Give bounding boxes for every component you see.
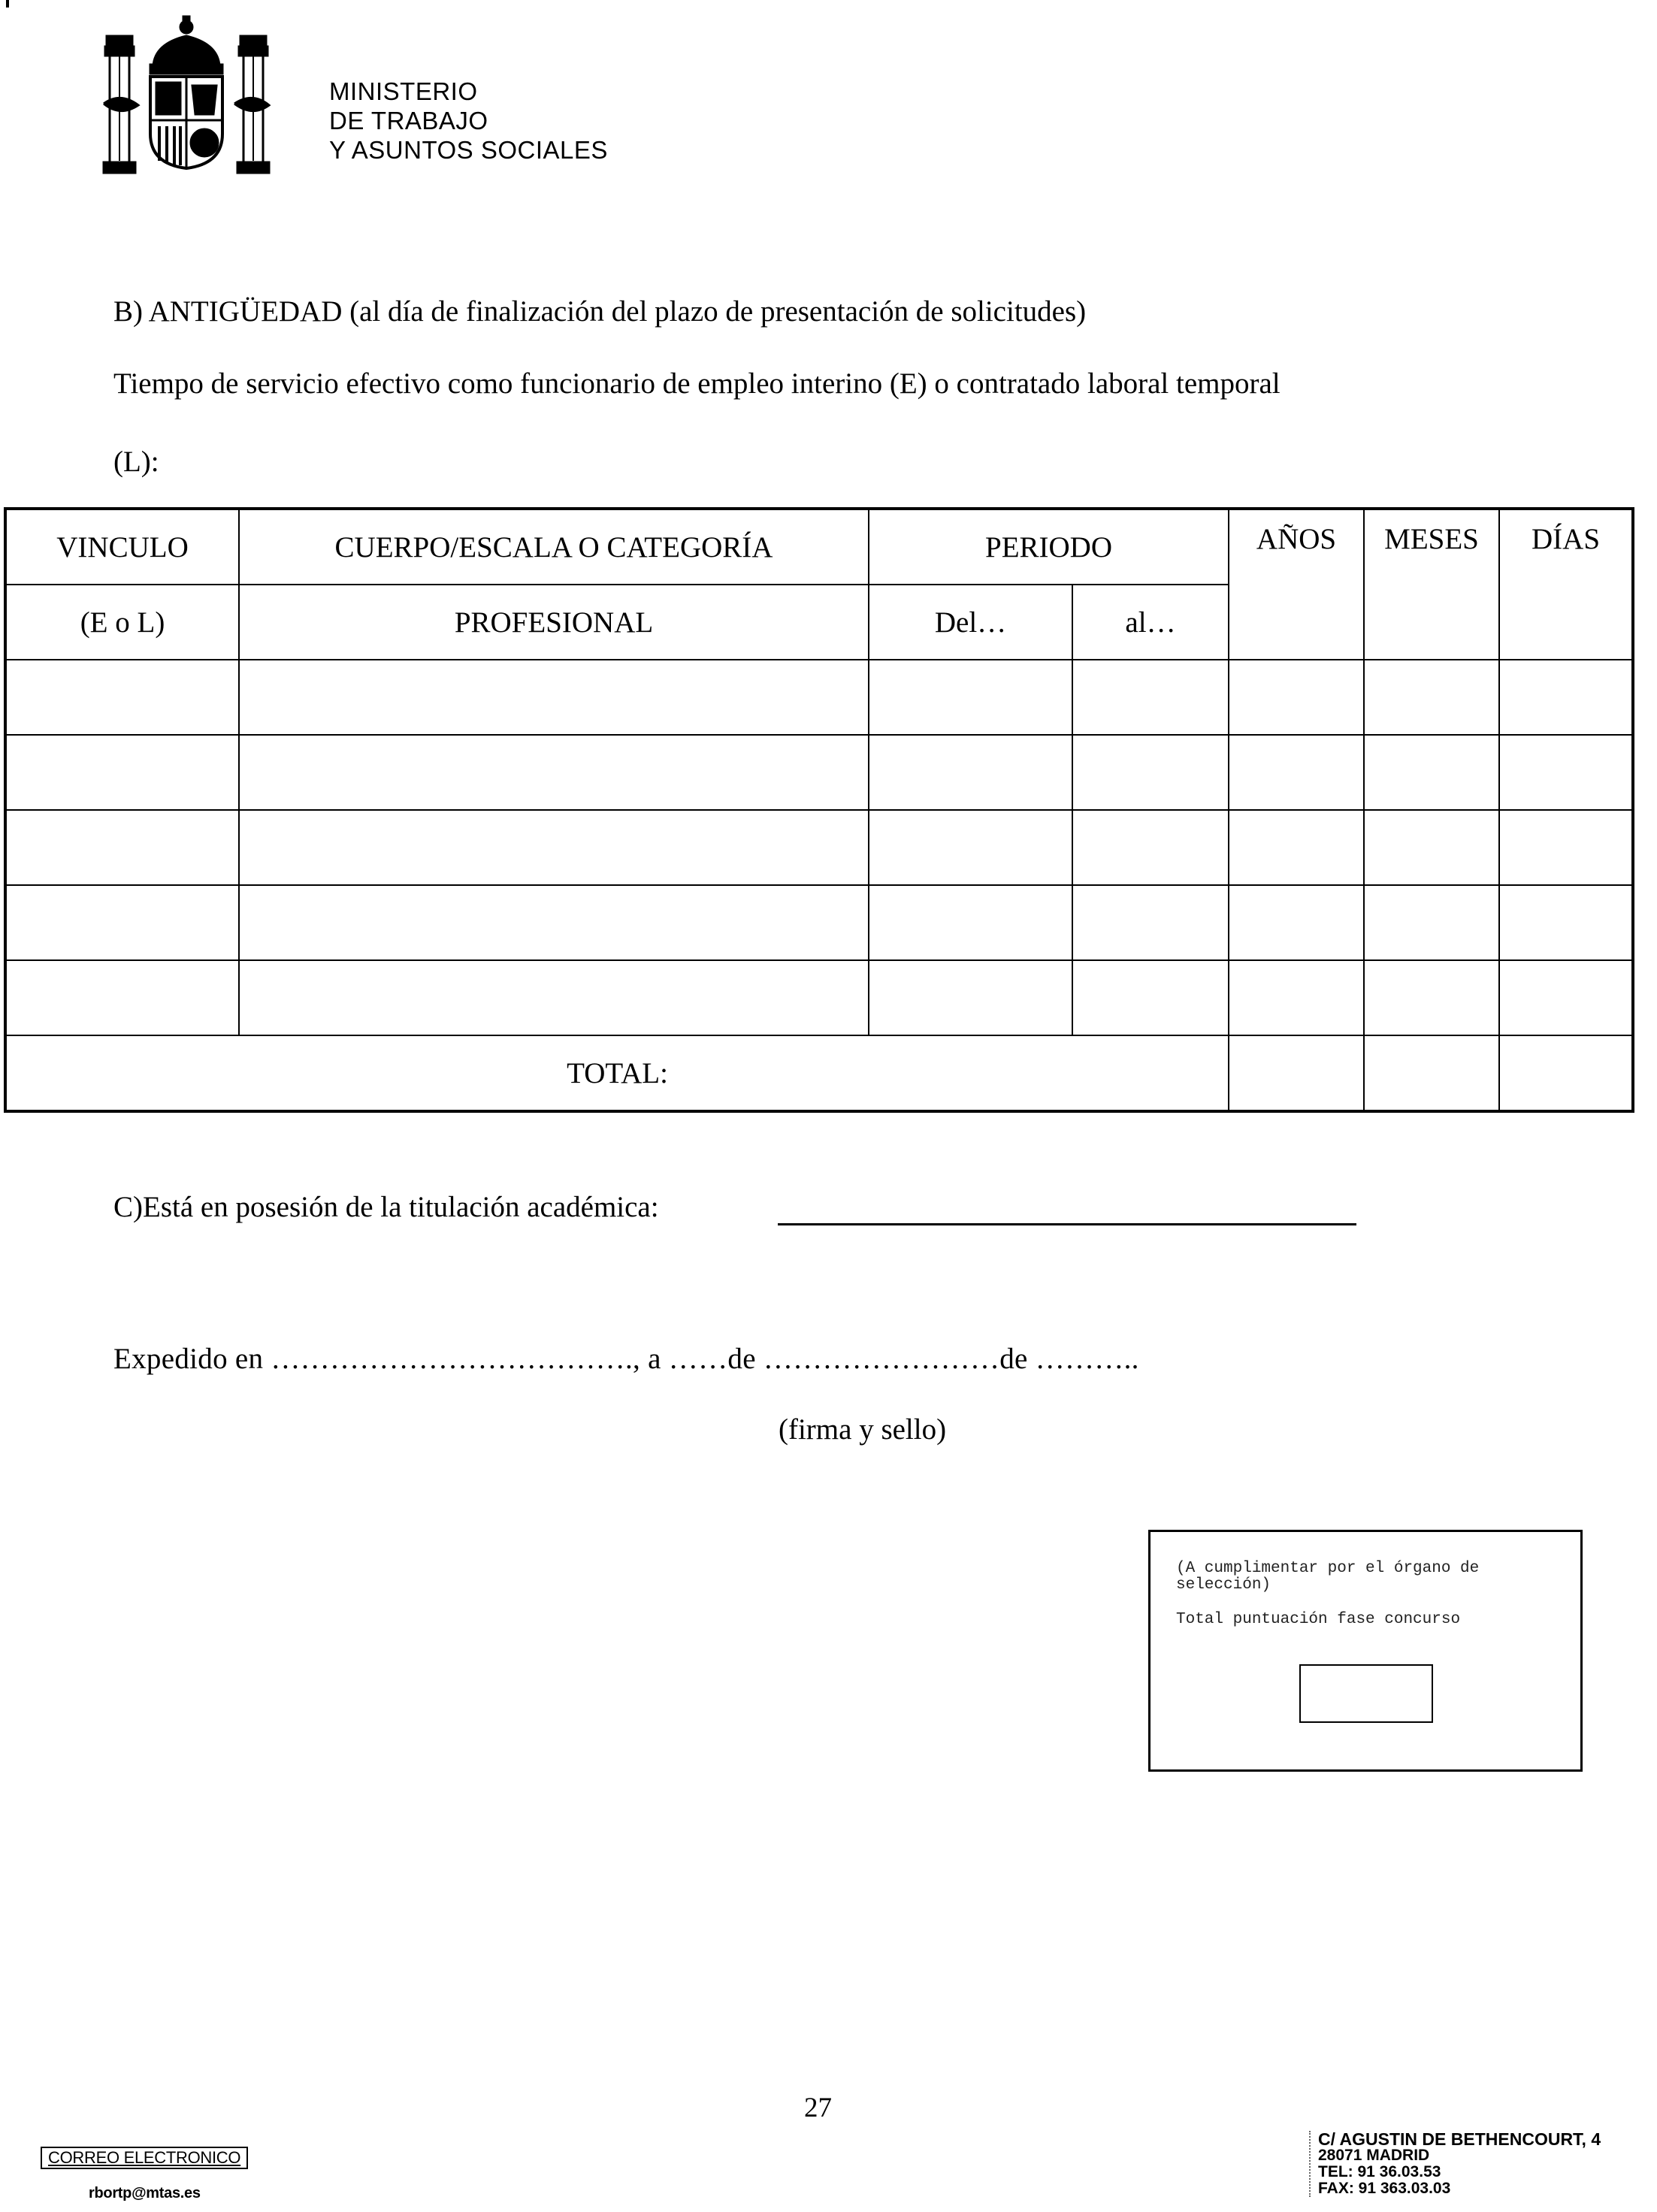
table-row: [5, 735, 1633, 810]
al-cell[interactable]: [1072, 960, 1229, 1035]
ministry-line-3: Y ASUNTOS SOCIALES: [329, 136, 608, 164]
section-b-title: B) ANTIGÜEDAD (al día de finalización del plazo de presentación de solicitudes): [113, 295, 1087, 328]
antiguedad-table: [4, 507, 1634, 1113]
address-phone: TEL: 91 36.03.53: [1318, 2163, 1441, 2180]
table-header-row: [5, 509, 1633, 585]
header-cuerpo-sub: PROFESIONAL: [239, 585, 869, 660]
cuerpo-cell[interactable]: [239, 960, 869, 1035]
header-del: Del…: [869, 585, 1072, 660]
vinculo-cell[interactable]: [5, 660, 239, 735]
header-al: al…: [1072, 585, 1229, 660]
cuerpo-cell[interactable]: [239, 885, 869, 960]
al-cell[interactable]: [1072, 735, 1229, 810]
al-cell[interactable]: [1072, 885, 1229, 960]
del-cell[interactable]: [869, 885, 1072, 960]
page-number: 27: [804, 2093, 832, 2123]
scan-mark: [6, 0, 9, 8]
del-cell[interactable]: [869, 735, 1072, 810]
header-vinculo-sub: (E o L): [5, 585, 239, 660]
anos-cell[interactable]: [1229, 810, 1364, 885]
vinculo-cell[interactable]: [5, 810, 239, 885]
cuerpo-cell[interactable]: [239, 660, 869, 735]
coat-of-arms-icon: [101, 14, 272, 176]
ministry-line-1: MINISTERIO: [329, 77, 478, 105]
firma-label: (firma y sello): [779, 1413, 947, 1446]
anos-cell[interactable]: [1229, 660, 1364, 735]
total-label: TOTAL:: [5, 1035, 1229, 1111]
meses-cell[interactable]: [1364, 960, 1499, 1035]
vinculo-cell[interactable]: [5, 735, 239, 810]
vinculo-cell[interactable]: [5, 960, 239, 1035]
expedido-line: Expedido en ………………………………., a ……de ……………………de ………..: [113, 1343, 1139, 1375]
postal-address: [1309, 2131, 1601, 2197]
dias-cell[interactable]: [1499, 885, 1633, 960]
section-b-description: Tiempo de servicio efectivo como funcionario de empleo interino (E) o contratado laboral temporal: [113, 367, 1281, 400]
meses-cell[interactable]: [1364, 885, 1499, 960]
meses-cell[interactable]: [1364, 810, 1499, 885]
total-row: [5, 1035, 1633, 1111]
titulacion-field[interactable]: [778, 1223, 1356, 1225]
table-row: [5, 885, 1633, 960]
table-row: [5, 810, 1633, 885]
anos-cell[interactable]: [1229, 960, 1364, 1035]
address-city: 28071 MADRID: [1318, 2147, 1430, 2164]
meses-cell[interactable]: [1364, 735, 1499, 810]
header-vinculo: VINCULO: [5, 509, 239, 585]
ministry-line-2: DE TRABAJO: [329, 107, 488, 134]
total-meses-cell[interactable]: [1364, 1035, 1499, 1111]
titulacion-label: C)Está en posesión de la titulación académica:: [113, 1191, 659, 1223]
header-anos: AÑOS: [1229, 509, 1364, 660]
meses-cell[interactable]: [1364, 660, 1499, 735]
al-cell[interactable]: [1072, 810, 1229, 885]
total-dias-cell[interactable]: [1499, 1035, 1633, 1111]
dias-cell[interactable]: [1499, 810, 1633, 885]
section-b-description-end: (L):: [113, 446, 159, 478]
del-cell[interactable]: [869, 960, 1072, 1035]
score-field[interactable]: [1299, 1664, 1433, 1723]
selection-box: [1148, 1530, 1583, 1772]
dias-cell[interactable]: [1499, 960, 1633, 1035]
email-address[interactable]: rbortp@mtas.es: [89, 2185, 201, 2201]
selection-note: (A cumplimentar por el órgano de selección): [1176, 1560, 1480, 1594]
email-label: CORREO ELECTRONICO: [41, 2147, 248, 2169]
address-street: C/ AGUSTIN DE BETHENCOURT, 4: [1318, 2129, 1601, 2149]
ministry-name: [329, 77, 608, 165]
anos-cell[interactable]: [1229, 885, 1364, 960]
table-row: [5, 660, 1633, 735]
del-cell[interactable]: [869, 810, 1072, 885]
header-periodo: PERIODO: [869, 509, 1229, 585]
address-fax: FAX: 91 363.03.03: [1318, 2180, 1451, 2197]
header-cuerpo: CUERPO/ESCALA O CATEGORÍA: [239, 509, 869, 585]
anos-cell[interactable]: [1229, 735, 1364, 810]
total-score-label: Total puntuación fase concurso: [1176, 1611, 1461, 1628]
al-cell[interactable]: [1072, 660, 1229, 735]
dias-cell[interactable]: [1499, 735, 1633, 810]
header-meses: MESES: [1364, 509, 1499, 660]
dias-cell[interactable]: [1499, 660, 1633, 735]
del-cell[interactable]: [869, 660, 1072, 735]
table-row: [5, 960, 1633, 1035]
vinculo-cell[interactable]: [5, 885, 239, 960]
header-dias: DÍAS: [1499, 509, 1633, 660]
total-anos-cell[interactable]: [1229, 1035, 1364, 1111]
cuerpo-cell[interactable]: [239, 735, 869, 810]
cuerpo-cell[interactable]: [239, 810, 869, 885]
